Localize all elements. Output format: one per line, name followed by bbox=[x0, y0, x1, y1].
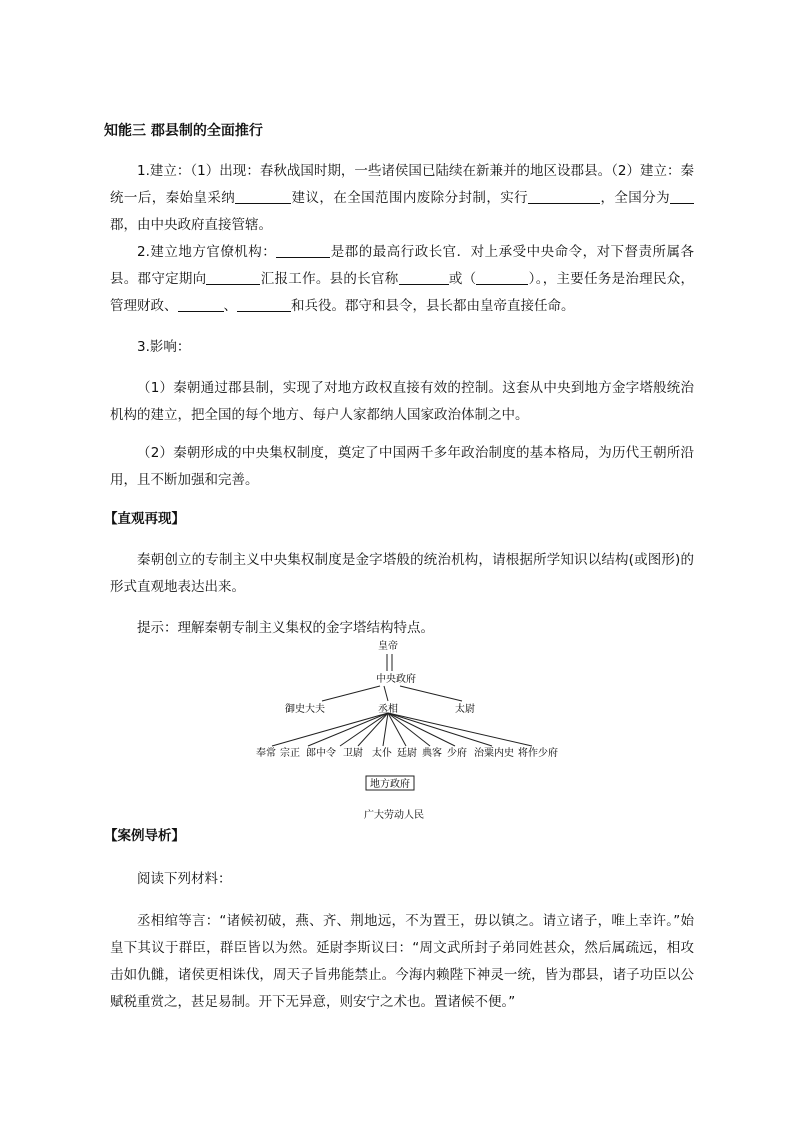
blank-field[interactable] bbox=[235, 189, 291, 204]
diagram-local-government: 地方政府 bbox=[370, 779, 410, 790]
paragraph-material-text: 丞相绾等言：“诸候初破，燕、齐、荆地远，不为置王，毋以镇之。请立诸子，唯上幸许。”始皇下其议于群臣，群臣皆以为然。延尉李斯议曰：“周文武所封子弟同姓甚众，然后属疏远，相攻击如仇雠，诸侯更相诛伐，周天子旨弗能禁止。今海内赖陛下神灵一统，皆为郡县，诸子功臣以公赋税重赏之，甚足易制。开下无异意，则安宁之术也。置诸候不便。” bbox=[110, 913, 694, 1010]
blank-field[interactable] bbox=[399, 270, 449, 285]
diagram-official: 郎中令 bbox=[306, 748, 336, 759]
p2-text-a: 2.建立地方官僚机构： bbox=[137, 244, 277, 260]
blank-field[interactable] bbox=[528, 189, 600, 204]
paragraph-establish bbox=[110, 158, 694, 239]
p2-text-d: 或（ bbox=[448, 271, 477, 287]
p2-text-f: 、 bbox=[223, 298, 237, 314]
p1-text-b: 建议，在全国范围内废除分封制，实行 bbox=[291, 190, 529, 206]
p1-text-d: 郡，由中央政府直接管辖。 bbox=[110, 217, 272, 233]
diagram-official: 廷尉 bbox=[397, 748, 417, 759]
section-title: 知能三 郡县制的全面推行 bbox=[104, 123, 263, 139]
section-case-analysis: 【案例导析】 bbox=[104, 828, 185, 844]
paragraph-hint: 提示：理解秦朝专制主义集权的金字塔结构特点。 bbox=[137, 620, 434, 636]
p2-text-b: 是郡的最高行政长官．对上承受中央命令，对下督责所属各县。郡守定期向 bbox=[110, 244, 694, 287]
blank-field[interactable] bbox=[237, 297, 291, 312]
diagram-official: 卫尉 bbox=[343, 748, 363, 759]
diagram-official: 治粟内史 bbox=[474, 748, 514, 759]
blank-field[interactable] bbox=[670, 189, 694, 204]
diagram-taiwei: 太尉 bbox=[455, 704, 475, 715]
diagram-official: 典客 bbox=[422, 748, 442, 759]
diagram-central-government: 中央政府 bbox=[376, 674, 416, 685]
diagram-working-people: 广大劳动人民 bbox=[364, 810, 424, 821]
diagram-official: 将作少府 bbox=[518, 748, 558, 759]
paragraph-impact-2: （2）秦朝形成的中央集权制度，奠定了中国两千多年政治制度的基本格局，为历代王朝所沿用，且不断加强和完善。 bbox=[110, 445, 694, 488]
blank-field[interactable] bbox=[476, 270, 528, 285]
diagram-chengxiang: 丞相 bbox=[378, 704, 398, 715]
paragraph-officials bbox=[110, 239, 694, 320]
section-intuitive: 【直观再现】 bbox=[104, 511, 185, 527]
paragraph-read-material: 阅读下列材料： bbox=[137, 871, 232, 887]
paragraph-impact-1: （1）秦朝通过郡县制，实现了对地方政权直接有效的控制。这套从中央到地方金字塔般统治机构的建立，把全国的每个地方、每户人家都纳人国家政治体制之中。 bbox=[110, 380, 694, 423]
blank-field[interactable] bbox=[206, 270, 260, 285]
diagram-emperor: 皇帝 bbox=[378, 641, 398, 652]
p1-text-c: ，全国分为 bbox=[600, 190, 671, 206]
paragraph-task: 秦朝创立的专制主义中央集权制度是金字塔般的统治机构，请根据所学知识以结构(或图形)的形式直观地表达出来。 bbox=[110, 552, 694, 595]
blank-field[interactable] bbox=[276, 243, 330, 258]
p1-text-a: 1.建立：（1）出现：春秋战国时期，一些诸侯国已陆续在新兼并的地区设郡县。（2）建立：秦统一后，秦始皇采纳 bbox=[110, 163, 694, 206]
p2-text-c: 汇报工作。县的长官称 bbox=[260, 271, 399, 287]
diagram-official: 少府 bbox=[447, 748, 467, 759]
blank-field[interactable] bbox=[178, 297, 224, 312]
diagram-official: 太仆 bbox=[372, 748, 392, 759]
pyramid-structure-diagram bbox=[230, 638, 580, 823]
diagram-official: 奉常 bbox=[256, 748, 276, 759]
p2-text-e: ）。，主要任务是治理民众，管理财政、 bbox=[110, 271, 695, 314]
paragraph-impact-title: 3.影响： bbox=[137, 339, 191, 355]
diagram-official: 宗正 bbox=[280, 748, 300, 759]
diagram-yushi-dafu: 御史大夫 bbox=[285, 704, 325, 715]
p2-text-g: 和兵役。郡守和县令，县长都由皇帝直接任命。 bbox=[291, 298, 575, 314]
